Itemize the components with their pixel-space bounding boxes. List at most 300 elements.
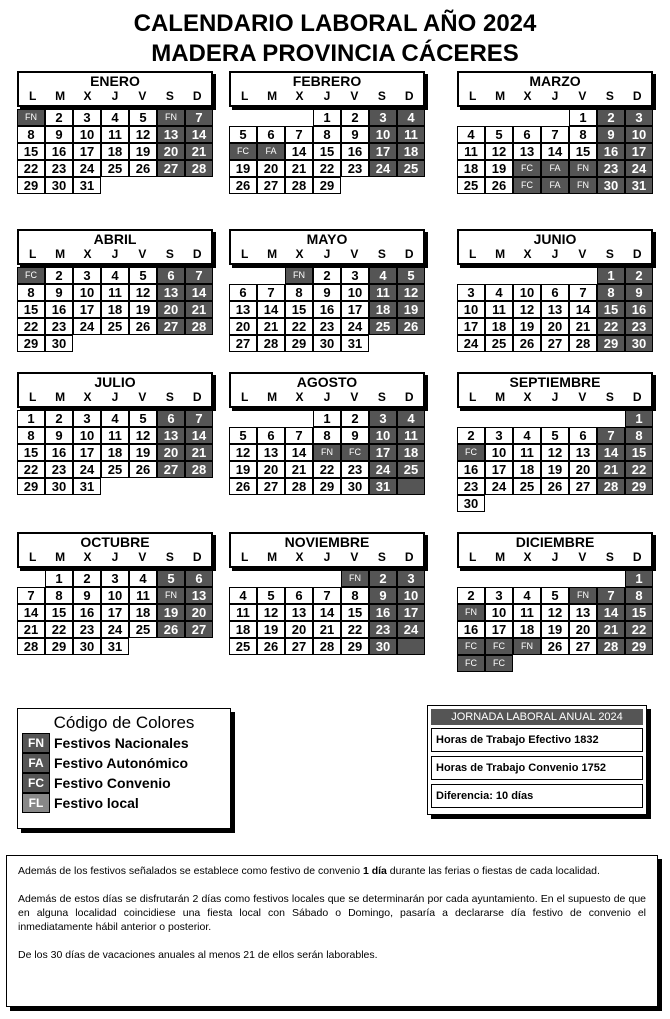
day-cell: 23	[625, 318, 653, 335]
difference: Diferencia: 10 días	[431, 784, 643, 808]
day-cell: 1	[313, 410, 341, 427]
day-cell: 14	[569, 301, 597, 318]
day-cell: 8	[341, 587, 369, 604]
day-cell: 12	[485, 143, 513, 160]
day-cell: 3	[73, 410, 101, 427]
day-cell: 18	[513, 621, 541, 638]
weekday-header: J	[111, 89, 119, 103]
day-cell: 14	[541, 143, 569, 160]
day-cell: 29	[341, 638, 369, 655]
weekday-header: X	[523, 390, 532, 404]
day-cell: 22	[341, 621, 369, 638]
day-cell: 24	[369, 461, 397, 478]
day-cell: 27	[257, 478, 285, 495]
weekday-header: V	[138, 390, 147, 404]
day-cell: 29	[625, 638, 653, 655]
day-cell: 11	[397, 427, 425, 444]
day-cell: 28	[17, 638, 45, 655]
day-cell: 25	[101, 318, 129, 335]
day-cell: 22	[313, 461, 341, 478]
day-cell: 28	[185, 318, 213, 335]
holiday-cell: FC	[457, 638, 485, 655]
day-cell: 13	[157, 284, 185, 301]
day-cell: 21	[185, 301, 213, 318]
day-cell: 30	[457, 495, 485, 512]
day-cell: 3	[485, 587, 513, 604]
holiday-cell: FA	[541, 160, 569, 177]
weekday-header: V	[138, 89, 147, 103]
weekday-header: S	[165, 89, 174, 103]
day-cell: 28	[569, 335, 597, 352]
day-cell: 4	[513, 587, 541, 604]
day-cell: 23	[341, 461, 369, 478]
day-cell: 15	[625, 604, 653, 621]
month-header	[17, 532, 213, 568]
weekday-header: D	[632, 390, 642, 404]
day-cell: 14	[285, 444, 313, 461]
day-cell: 11	[485, 301, 513, 318]
day-cell: 16	[457, 461, 485, 478]
weekday-header: D	[404, 550, 414, 564]
day-cell: 10	[369, 126, 397, 143]
day-cell: 12	[397, 284, 425, 301]
day-cell: 7	[185, 267, 213, 284]
day-cell: 15	[17, 301, 45, 318]
day-cell: 20	[229, 318, 257, 335]
legend-label: Festivo local	[54, 795, 139, 811]
day-cell: 29	[313, 177, 341, 194]
day-cell: 30	[369, 638, 397, 655]
month-name: NOVIEMBRE	[284, 534, 370, 550]
day-cell: 26	[129, 318, 157, 335]
day-cell: 26	[485, 177, 513, 194]
day-cell: 15	[597, 301, 625, 318]
day-cell: 30	[625, 335, 653, 352]
month-name: MAYO	[306, 231, 348, 247]
day-cell: 2	[625, 267, 653, 284]
day-cell: 27	[257, 177, 285, 194]
weekday-header: L	[241, 89, 249, 103]
weekday-header: L	[29, 89, 37, 103]
note-1	[18, 864, 646, 878]
day-cell: 2	[313, 267, 341, 284]
day-cell: 28	[313, 638, 341, 655]
day-cell: 29	[313, 478, 341, 495]
weekday-header: M	[267, 89, 278, 103]
day-cell: 14	[185, 126, 213, 143]
day-cell: 11	[101, 284, 129, 301]
day-cell: 11	[457, 143, 485, 160]
day-cell: 16	[597, 143, 625, 160]
day-cell: 19	[257, 621, 285, 638]
day-cell: 21	[597, 461, 625, 478]
month-abril	[17, 229, 213, 351]
day-cell: 3	[369, 410, 397, 427]
day-cell: 4	[129, 570, 157, 587]
day-cell: 10	[485, 444, 513, 461]
day-cell: 31	[369, 478, 397, 495]
holiday-cell: FC	[17, 267, 45, 284]
day-cell: 8	[625, 427, 653, 444]
weekday-header: V	[350, 390, 359, 404]
day-cell: 19	[485, 160, 513, 177]
weekday-header: S	[377, 89, 386, 103]
day-cell: 16	[625, 301, 653, 318]
day-cell: 8	[17, 126, 45, 143]
weekday-header: J	[323, 390, 331, 404]
day-cell: 28	[597, 638, 625, 655]
month-name: FEBRERO	[292, 73, 362, 89]
page-subtitle: MADERA PROVINCIA CÁCERES	[151, 40, 519, 67]
day-cell: 8	[625, 587, 653, 604]
weekday-header: S	[165, 247, 174, 261]
day-cell: 2	[369, 570, 397, 587]
day-cell: 8	[285, 284, 313, 301]
day-cell: 8	[45, 587, 73, 604]
month-header	[457, 229, 653, 265]
weekday-header: D	[632, 89, 642, 103]
day-cell: 7	[285, 427, 313, 444]
day-cell: 1	[625, 410, 653, 427]
day-cell: 10	[73, 427, 101, 444]
holiday-cell: FN	[157, 587, 185, 604]
month-name: OCTUBRE	[80, 534, 150, 550]
day-cell: 4	[485, 284, 513, 301]
month-name: SEPTIEMBRE	[509, 374, 601, 390]
day-cell: 15	[285, 301, 313, 318]
day-cell: 8	[17, 427, 45, 444]
holiday-cell: FC	[341, 444, 369, 461]
month-febrero	[229, 71, 425, 193]
day-cell: 27	[285, 638, 313, 655]
day-cell: 15	[45, 604, 73, 621]
weekday-header: V	[350, 89, 359, 103]
day-cell: 5	[257, 587, 285, 604]
day-cell: 24	[341, 318, 369, 335]
weekday-header: M	[267, 550, 278, 564]
day-cell: 4	[101, 267, 129, 284]
day-cell: 3	[101, 570, 129, 587]
weekday-header: X	[295, 390, 304, 404]
day-cell: 11	[229, 604, 257, 621]
month-header	[457, 71, 653, 107]
day-cell: 13	[569, 444, 597, 461]
day-cell: 10	[73, 284, 101, 301]
day-cell: 17	[73, 143, 101, 160]
day-cell: 11	[513, 444, 541, 461]
day-cell: 30	[45, 177, 73, 194]
weekday-header: V	[578, 89, 587, 103]
day-cell: 18	[485, 318, 513, 335]
jornada-header: JORNADA LABORAL ANUAL 2024	[431, 709, 643, 725]
month-name: JUNIO	[533, 231, 577, 247]
day-cell: 2	[45, 109, 73, 126]
day-cell: 26	[257, 638, 285, 655]
weekday-header: M	[495, 390, 506, 404]
weekday-header: X	[523, 89, 532, 103]
day-cell: 7	[597, 427, 625, 444]
day-cell: 4	[101, 109, 129, 126]
weekday-header: J	[323, 247, 331, 261]
holiday-cell: FN	[17, 109, 45, 126]
day-cell: 19	[229, 461, 257, 478]
day-cell: 23	[45, 318, 73, 335]
weekday-header: M	[267, 247, 278, 261]
day-cell: 18	[129, 604, 157, 621]
day-cell: 27	[157, 318, 185, 335]
day-cell: 2	[45, 410, 73, 427]
weekday-header: J	[111, 390, 119, 404]
day-cell: 23	[369, 621, 397, 638]
day-cell: 28	[185, 160, 213, 177]
day-cell: 10	[73, 126, 101, 143]
day-cell: 25	[513, 478, 541, 495]
weekday-header: D	[192, 89, 202, 103]
day-cell: 22	[597, 318, 625, 335]
day-cell: 15	[341, 604, 369, 621]
day-cell: 29	[597, 335, 625, 352]
weekday-header: X	[83, 550, 92, 564]
weekday-header: S	[605, 390, 614, 404]
weekday-header: M	[495, 550, 506, 564]
day-cell: 25	[485, 335, 513, 352]
day-cell: 19	[397, 301, 425, 318]
day-cell: 28	[285, 177, 313, 194]
day-cell: 16	[457, 621, 485, 638]
day-cell: 25	[229, 638, 257, 655]
day-cell: 30	[341, 478, 369, 495]
day-cell: 6	[157, 267, 185, 284]
month-name: ENERO	[90, 73, 140, 89]
weekday-header: V	[578, 247, 587, 261]
weekday-header: J	[111, 550, 119, 564]
month-agosto	[229, 372, 425, 494]
day-cell: 6	[513, 126, 541, 143]
day-cell: 20	[285, 621, 313, 638]
month-header	[229, 532, 425, 568]
legend-item-fa	[22, 753, 230, 773]
note-1-c: durante las ferias o fiestas de cada localidad.	[386, 865, 600, 877]
day-cell: 9	[45, 126, 73, 143]
day-cell: 21	[313, 621, 341, 638]
month-marzo	[457, 71, 653, 193]
day-cell: 10	[341, 284, 369, 301]
day-cell: 5	[129, 410, 157, 427]
day-cell: 5	[541, 587, 569, 604]
day-cell: 2	[457, 427, 485, 444]
day-cell: 11	[101, 126, 129, 143]
day-cell: 11	[513, 604, 541, 621]
day-cell: 11	[129, 587, 157, 604]
day-cell: 19	[129, 301, 157, 318]
day-cell: 17	[397, 604, 425, 621]
day-cell: 31	[73, 177, 101, 194]
day-cell: 22	[625, 461, 653, 478]
day-cell: 14	[285, 143, 313, 160]
day-cell: 20	[569, 461, 597, 478]
color-legend	[17, 708, 231, 829]
day-cell: 13	[257, 444, 285, 461]
day-cell: 7	[285, 126, 313, 143]
month-octubre	[17, 532, 213, 654]
day-cell: 26	[129, 461, 157, 478]
day-cell: 27	[157, 160, 185, 177]
weekday-header: V	[578, 390, 587, 404]
weekday-header: J	[551, 247, 559, 261]
day-cell: 14	[313, 604, 341, 621]
day-cell: 17	[369, 143, 397, 160]
weekday-header: J	[551, 550, 559, 564]
day-cell: 11	[369, 284, 397, 301]
day-cell: 23	[457, 478, 485, 495]
day-cell: 31	[73, 478, 101, 495]
annual-workday-box	[427, 705, 647, 815]
holiday-cell: FN	[513, 638, 541, 655]
weekday-header: S	[377, 550, 386, 564]
weekday-header: M	[55, 390, 66, 404]
day-cell: 1	[313, 109, 341, 126]
day-cell: 18	[397, 444, 425, 461]
day-cell: 14	[185, 284, 213, 301]
day-cell: 6	[285, 587, 313, 604]
day-cell: 10	[485, 604, 513, 621]
month-header	[229, 71, 425, 107]
day-cell: 6	[157, 410, 185, 427]
day-cell: 7	[17, 587, 45, 604]
day-cell: 5	[229, 427, 257, 444]
day-cell: 31	[101, 638, 129, 655]
day-cell: 14	[257, 301, 285, 318]
day-cell: 10	[369, 427, 397, 444]
day-cell: 26	[129, 160, 157, 177]
day-cell: 19	[541, 461, 569, 478]
month-name: ABRIL	[93, 231, 137, 247]
day-cell: 25	[129, 621, 157, 638]
month-header	[229, 229, 425, 265]
legend-code: FA	[22, 753, 50, 773]
holiday-cell: FN	[313, 444, 341, 461]
day-cell: 9	[45, 427, 73, 444]
month-junio	[457, 229, 653, 351]
weekday-header: L	[469, 550, 477, 564]
day-cell: 23	[45, 461, 73, 478]
holiday-cell: FC	[513, 160, 541, 177]
day-cell: 14	[17, 604, 45, 621]
day-cell: 22	[625, 621, 653, 638]
day-cell: 8	[597, 284, 625, 301]
day-cell: 22	[17, 318, 45, 335]
day-cell: 25	[101, 461, 129, 478]
day-cell: 18	[101, 143, 129, 160]
holiday-cell: FA	[541, 177, 569, 194]
weekday-header: X	[295, 247, 304, 261]
day-cell: 7	[257, 284, 285, 301]
day-cell: 15	[625, 444, 653, 461]
day-cell: 18	[457, 160, 485, 177]
legend-code: FC	[22, 773, 50, 793]
day-cell: 10	[625, 126, 653, 143]
day-cell: 17	[101, 604, 129, 621]
weekday-header: X	[83, 89, 92, 103]
day-cell: 30	[45, 478, 73, 495]
day-cell: 21	[285, 461, 313, 478]
day-cell: 6	[185, 570, 213, 587]
day-cell: 16	[341, 143, 369, 160]
day-cell: 8	[313, 126, 341, 143]
legend-item-fl	[22, 793, 230, 813]
day-cell: 16	[369, 604, 397, 621]
holiday-cell: FC	[485, 655, 513, 672]
legend-label: Festivo Autonómico	[54, 755, 189, 771]
day-cell: 14	[185, 427, 213, 444]
weekday-header: S	[605, 247, 614, 261]
day-cell: 30	[73, 638, 101, 655]
day-cell: 10	[397, 587, 425, 604]
day-cell: 20	[541, 318, 569, 335]
legend-title: Código de Colores	[53, 713, 195, 732]
day-cell: 5	[541, 427, 569, 444]
day-cell: 1	[569, 109, 597, 126]
day-cell: 13	[541, 301, 569, 318]
holiday-cell: FC	[457, 444, 485, 461]
day-cell: 13	[157, 126, 185, 143]
day-cell: 21	[257, 318, 285, 335]
legend-code: FL	[22, 793, 50, 813]
holiday-cell: FN	[157, 109, 185, 126]
day-cell: 7	[541, 126, 569, 143]
day-cell: 18	[101, 301, 129, 318]
weekday-header: V	[350, 550, 359, 564]
day-cell: 1	[625, 570, 653, 587]
day-cell: 9	[625, 284, 653, 301]
day-cell: 12	[541, 604, 569, 621]
day-cell: 13	[157, 427, 185, 444]
day-cell: 1	[45, 570, 73, 587]
month-name: MARZO	[529, 73, 581, 89]
day-cell: 28	[597, 478, 625, 495]
month-header	[17, 229, 213, 265]
day-cell: 27	[157, 461, 185, 478]
day-cell: 17	[73, 444, 101, 461]
day-cell: 11	[397, 126, 425, 143]
page-title: CALENDARIO LABORAL AÑO 2024	[133, 10, 537, 37]
weekday-header: M	[55, 550, 66, 564]
day-cell: 7	[185, 109, 213, 126]
day-cell: 19	[541, 621, 569, 638]
day-cell: 9	[341, 427, 369, 444]
weekday-header: J	[323, 89, 331, 103]
day-cell: 14	[597, 604, 625, 621]
day-cell: 21	[597, 621, 625, 638]
day-cell: 7	[313, 587, 341, 604]
day-cell: 26	[541, 638, 569, 655]
agreement-hours: Horas de Trabajo Convenio 1752	[431, 756, 643, 780]
day-cell: 12	[129, 284, 157, 301]
weekday-header: J	[323, 550, 331, 564]
day-cell: 17	[341, 301, 369, 318]
day-cell: 21	[185, 444, 213, 461]
holiday-cell: FA	[257, 143, 285, 160]
day-cell: 19	[129, 444, 157, 461]
month-mayo	[229, 229, 425, 351]
day-cell: 16	[73, 604, 101, 621]
day-cell: 15	[313, 143, 341, 160]
holiday-cell: FC	[457, 655, 485, 672]
day-cell: 24	[625, 160, 653, 177]
day-cell: 24	[457, 335, 485, 352]
holiday-cell: FN	[457, 604, 485, 621]
day-cell: 30	[45, 335, 73, 352]
